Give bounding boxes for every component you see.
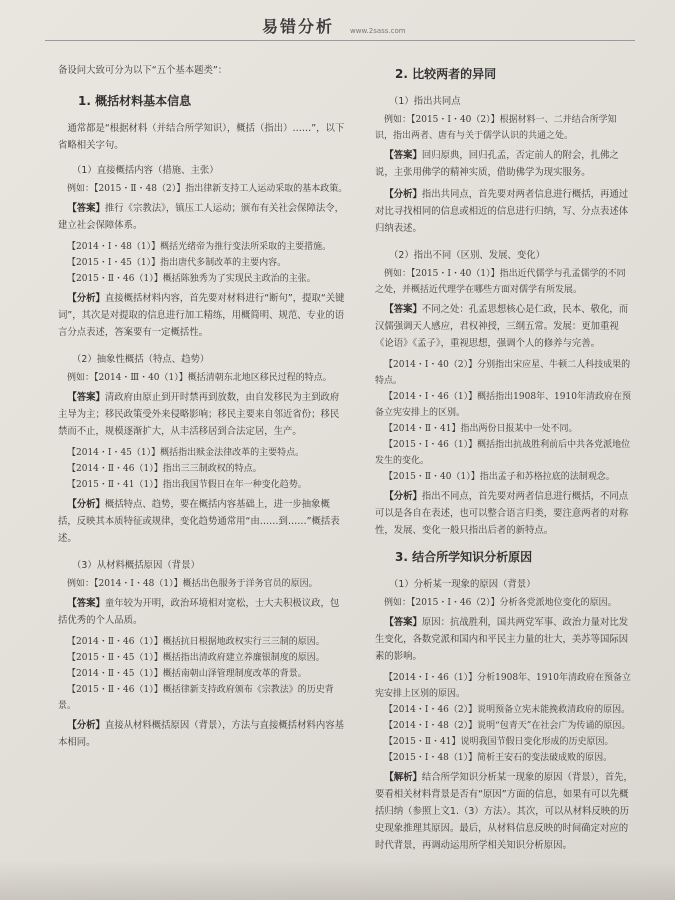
- subsection-label: （3）从材料概括原因（背景）: [72, 560, 200, 571]
- answer-tag: 【答案】: [384, 304, 422, 315]
- answer-block: [375, 301, 633, 352]
- subsection-label: （1）分析某一现象的原因（背景）: [389, 579, 536, 590]
- related-question: 【2015・Ⅱ・41（1）】指出我国节假日在年一种变化趋势。: [67, 480, 307, 490]
- subsection-label: （2）抽象性概括（特点、趋势）: [72, 354, 210, 365]
- answer-text: 原因：抗战胜利，国共两党军事、政治力量对比发生变化，各数党派和国内和平民主力量的壮大，美苏等国际因素的影响。: [375, 617, 629, 662]
- section-title-3: 3. 结合所学知识分析原因: [395, 550, 533, 564]
- related-question: 【2015・Ⅱ・46（1）】概括律新支持政府颁布《宗教法》的历史背景。: [58, 685, 334, 711]
- answer-block: [58, 389, 348, 440]
- page-shadow: [0, 860, 675, 900]
- intro-text: 备设问大致可分为以下“五个基本题类”：: [58, 65, 228, 76]
- subsection-label: （1）直接概括内容（措施、主张）: [72, 165, 219, 176]
- answer-tag: 【答案】: [67, 392, 105, 403]
- analysis-block: [375, 488, 633, 539]
- answer-block: [375, 147, 633, 181]
- analysis-block: [375, 769, 633, 854]
- analysis-block: [58, 717, 348, 751]
- section-lead-1: 通常都是“根据材料（并结合所学知识），概括（指出）……”，以下省略相关字句。: [58, 123, 345, 151]
- example-question: 例如：【2014・Ⅲ・40（1）】概括清朝东北地区移民过程的特点。: [67, 373, 332, 383]
- example-question: 例如：【2014・Ⅰ・48（1）】概括出色服务于洋务官员的原因。: [67, 579, 318, 589]
- example-question: 例如：【2015・Ⅰ・40（1）】指出近代儒学与孔孟儒学的不同之处，并概括近代理学在哪些方面对儒学有所发展。: [375, 269, 626, 295]
- answer-block: [58, 595, 348, 629]
- section-title-1: 1. 概括材料基本信息: [78, 94, 192, 108]
- analysis-text: 直接从材料概括原因（背景），方法与直接概括材料内容基本相同。: [58, 720, 344, 748]
- analysis-tag: 【分析】: [67, 499, 105, 510]
- related-question: 【2015・Ⅱ・45（1）】概括指出清政府建立养廉银制度的原因。: [67, 653, 325, 663]
- analysis-block: [375, 186, 633, 237]
- analysis-text: 指出不同点，首先要对两者信息进行概括，不同点可以是各自在表述，也可以整合语言归类，要注意两者的对称性，发展、变化一般只指出后者的新特点。: [375, 491, 629, 536]
- analysis-tag: 【解析】: [384, 772, 422, 783]
- answer-tag: 【答案】: [67, 598, 105, 609]
- header-rule: [45, 40, 635, 41]
- answer-block: [58, 200, 348, 234]
- related-question: 【2014・Ⅰ・46（2）】说明预备立宪未能挽救清政府的原因。: [384, 705, 631, 715]
- related-question: 【2014・Ⅰ・48（1）】概括光绪帝为推行变法所采取的主要措施。: [67, 242, 332, 252]
- answer-tag: 【答案】: [384, 150, 422, 161]
- related-question: 【2014・Ⅰ・40（2）】分别指出宋应星、牛顿二人科技成果的特点。: [375, 360, 631, 386]
- related-question: 【2015・Ⅰ・48（1）】简析王安石的变法破成败的原因。: [384, 753, 613, 763]
- answer-tag: 【答案】: [67, 203, 105, 214]
- related-question: 【2015・Ⅱ・46（1）】概括陈独秀为了实现民主政治的主张。: [67, 274, 316, 284]
- analysis-text: 结合所学知识分析某一现象的原因（背景），首先，要看相关材料背景是否有“原因”方面的信息，如果有可以先概括归纳（参照上文1.（3）方法）。其次，可以从材料反映的历史现象推理其原因。最后，从材料信息反映的时间确定对应的时代背景，再调动运用所学相关知识分析原因。: [375, 772, 633, 851]
- related-question: 【2014・Ⅱ・46（1）】概括抗日根据地政权实行三三制的原因。: [67, 637, 325, 647]
- related-question: 【2014・Ⅰ・46（1）】分析1908年、1910年清政府在预备立宪安排上区别的原因。: [375, 673, 631, 699]
- related-question: 【2015・Ⅱ・40（1）】指出孟子和苏格拉底的法制观念。: [384, 472, 615, 482]
- related-question: 【2014・Ⅱ・41】指出两份日报某中一处不同。: [384, 424, 578, 434]
- left-column: [58, 62, 348, 761]
- related-question: 【2015・Ⅱ・41】说明我国节假日变化形成的历史原因。: [384, 737, 614, 747]
- analysis-block: [58, 290, 348, 341]
- answer-text: 回归原典，回归孔孟，否定前人的附会，扎佛之说，主张用佛学的精神实质，借助佛学为现实服务。: [375, 150, 619, 178]
- related-question: 【2014・Ⅱ・45（1）】概括南朝山泽管理制度改革的背景。: [67, 669, 307, 679]
- analysis-tag: 【分析】: [384, 189, 422, 200]
- answer-block: [375, 614, 633, 665]
- subsection-label: （1）指出共同点: [389, 96, 461, 107]
- section-title-2: 2. 比较两者的异同: [395, 67, 497, 81]
- header-brand: 易错分析: [262, 17, 335, 36]
- example-question: 例如：【2015・Ⅰ・40（2）】根据材料一、二并结合所学知识，指出两者、唐有与关于儒学认识的共通之处。: [375, 115, 617, 141]
- answer-text: 推行《宗教法》，镇压工人运动；颁布有关社会保障法令，建立社会保障体系。: [58, 203, 344, 231]
- header-url: www.2sass.com: [350, 27, 406, 35]
- answer-tag: 【答案】: [384, 617, 422, 628]
- related-question: 【2015・Ⅰ・46（1）】概括指出抗战胜利前后中共各党派地位发生的变化。: [375, 440, 631, 466]
- analysis-tag: 【分析】: [67, 293, 105, 304]
- analysis-text: 直接概括材料内容，首先要对材料进行“断句”，提取“关键词”，其次是对提取的信息进行加工精练，用概简明、规范、专业的语言分点表述，答案要有一定概括性。: [58, 293, 345, 338]
- analysis-text: 指出共同点，首先要对两者信息进行概括，再通过对比寻找相同的信息或相近的信息进行归纳，写、分点表述体归纳表述。: [375, 189, 629, 234]
- example-question: 例如：【2015・Ⅱ・48（2）】指出律新支持工人运动采取的基本政策。: [67, 184, 348, 194]
- page-header: [0, 0, 675, 46]
- analysis-block: [58, 496, 348, 547]
- related-question: 【2014・Ⅰ・46（1）】概括指出1908年、1910年清政府在预备立宪安排上的区别。: [375, 392, 631, 418]
- related-question: 【2015・Ⅰ・45（1）】指出唐代多制改革的主要内容。: [67, 258, 287, 268]
- answer-text: 不同之处：孔孟思想核心是仁政，民本、敬化，而汉儒强调天人感应，君权神授，三纲五常。发展：更加重视《论语》《孟子》，重视思想，强调个人的修养与完善。: [375, 304, 629, 349]
- analysis-text: 概括特点、趋势，要在概括内容基础上，进一步抽象概括，反映其本质特征或规律，变化趋势通常用“由……到……”概括表述。: [58, 499, 340, 544]
- related-question: 【2014・Ⅱ・46（1）】指出三三制政权的特点。: [67, 464, 262, 474]
- analysis-tag: 【分析】: [384, 491, 422, 502]
- related-question: 【2014・Ⅰ・45（1）】概括指出赎金法律改革的主要特点。: [67, 448, 305, 458]
- right-column: [375, 62, 633, 864]
- analysis-tag: 【分析】: [67, 720, 105, 731]
- answer-text: 清政府由原止到开时禁再到放数，由自发移民为主到政府主导为主；移民政策受外来侵略影响；移民主要来自邻近省份；移民禁而不止，规模逐渐扩大，从丰活移居到合法定居，生产。: [58, 392, 340, 437]
- related-question: 【2014・Ⅰ・48（2）】说明“包青天”在社会广为传诵的原因。: [384, 721, 631, 731]
- subsection-label: （2）指出不同（区别、发展、变化）: [389, 250, 545, 261]
- answer-text: 童年较为开明，政治环境相对宽松，士大夫积极议政，包括优秀的个人品质。: [58, 598, 340, 626]
- example-question: 例如：【2015・Ⅰ・46（2）】分析各党派地位变化的原因。: [384, 598, 617, 608]
